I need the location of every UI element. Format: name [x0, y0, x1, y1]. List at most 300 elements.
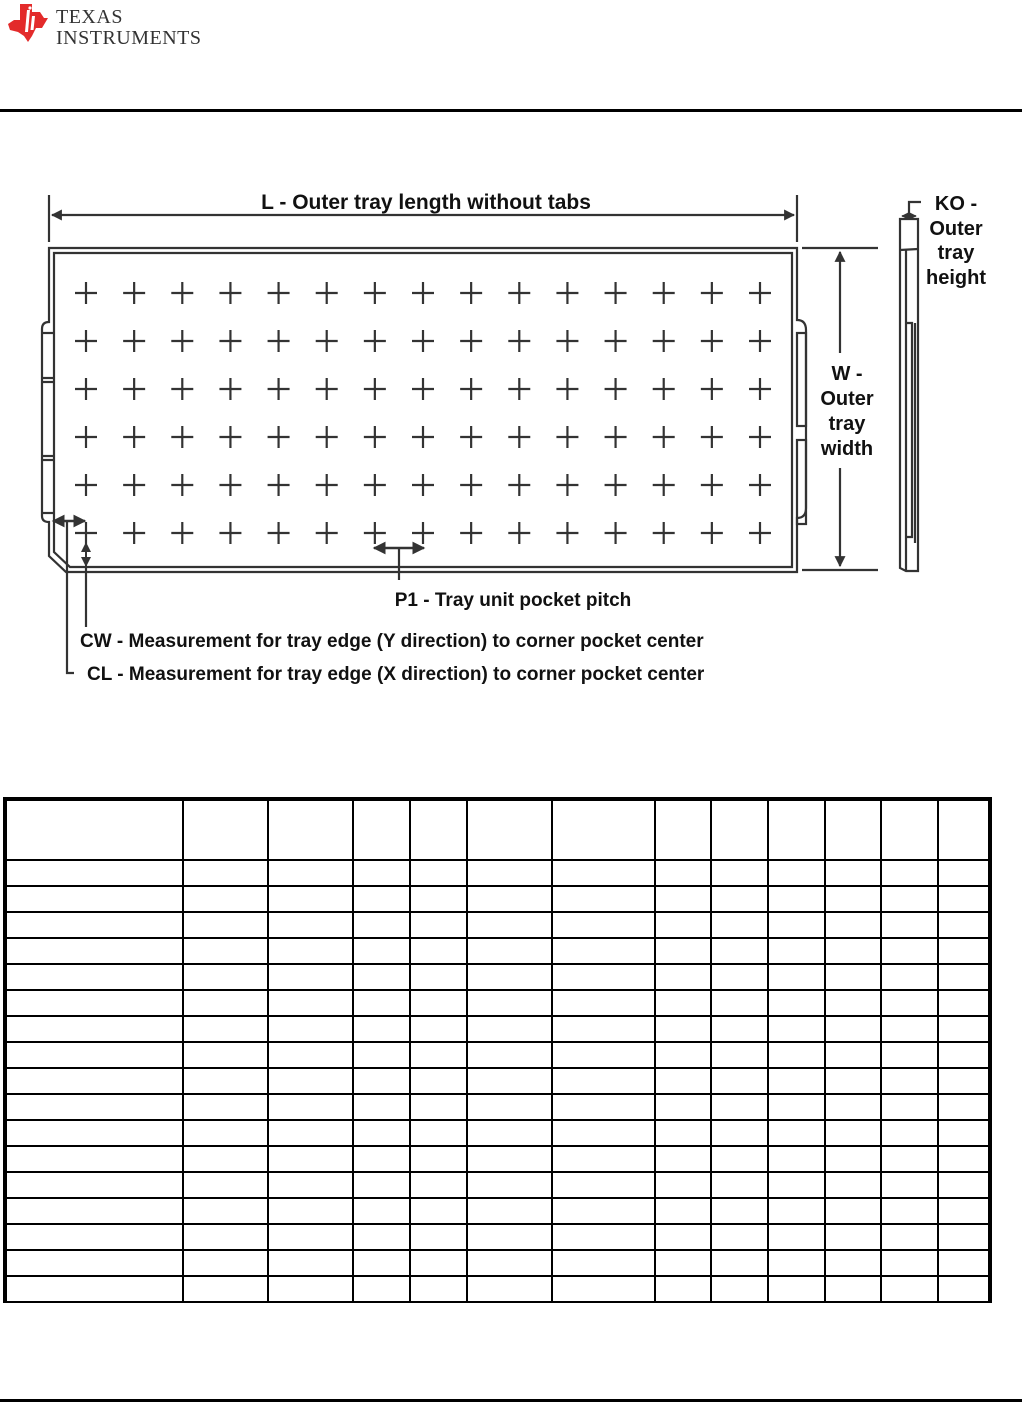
pocket-crosshair [412, 282, 434, 304]
table-cell [268, 1276, 353, 1302]
table-cell [711, 886, 768, 912]
table-cell [711, 964, 768, 990]
table-cell [711, 1068, 768, 1094]
table-cell [825, 1198, 881, 1224]
pocket-crosshair [316, 426, 338, 448]
table-cell [353, 1172, 410, 1198]
table-cell [5, 1042, 183, 1068]
table-cell [410, 990, 467, 1016]
table-row [5, 1250, 990, 1276]
table-cell [881, 1146, 938, 1172]
pocket-crosshair [701, 474, 723, 496]
pocket-crosshair [123, 474, 145, 496]
table-cell [711, 938, 768, 964]
table-cell [711, 912, 768, 938]
table-cell [825, 1146, 881, 1172]
table-cell [825, 1120, 881, 1146]
table-cell [938, 938, 990, 964]
pocket-crosshair [364, 378, 386, 400]
table-row [5, 1068, 990, 1094]
table-cell [938, 860, 990, 886]
table-cell [410, 886, 467, 912]
label-w-2: Outer [820, 388, 874, 410]
table-cell [410, 964, 467, 990]
table-cell [183, 1250, 268, 1276]
tray-dimensions-table [3, 797, 992, 1303]
table-header-cell [268, 799, 353, 860]
table-cell [881, 938, 938, 964]
table-cell [825, 1042, 881, 1068]
table-cell [825, 1250, 881, 1276]
table-cell [5, 860, 183, 886]
table-cell [825, 1276, 881, 1302]
table-row [5, 1172, 990, 1198]
table-cell [768, 886, 825, 912]
table-cell [410, 1068, 467, 1094]
table-cell [268, 912, 353, 938]
table-cell [467, 1198, 552, 1224]
table-cell [768, 964, 825, 990]
pocket-crosshair [605, 378, 627, 400]
table-cell [655, 964, 711, 990]
pocket-crosshair [364, 330, 386, 352]
table-cell [268, 1146, 353, 1172]
table-cell [881, 1016, 938, 1042]
pocket-crosshair [412, 426, 434, 448]
table-cell [768, 1146, 825, 1172]
pocket-crosshair [749, 426, 771, 448]
label-l: L - Outer tray length without tabs [261, 191, 591, 214]
table-cell [768, 990, 825, 1016]
pocket-crosshair [653, 522, 675, 544]
table-cell [410, 1120, 467, 1146]
table-cell [467, 860, 552, 886]
table-header-cell [711, 799, 768, 860]
table-cell [5, 964, 183, 990]
table-cell [881, 1250, 938, 1276]
table-cell [655, 1146, 711, 1172]
pocket-crosshair [268, 426, 290, 448]
table-cell [938, 1172, 990, 1198]
table-cell [881, 1042, 938, 1068]
pocket-crosshair [653, 474, 675, 496]
table-cell [552, 1068, 655, 1094]
table-cell [938, 1094, 990, 1120]
pocket-crosshair [653, 378, 675, 400]
table-cell [938, 1198, 990, 1224]
table-cell [768, 1250, 825, 1276]
table-cell [5, 1068, 183, 1094]
table-cell [711, 1224, 768, 1250]
pocket-crosshair [268, 522, 290, 544]
label-w-4: width [820, 438, 874, 460]
table-cell [881, 912, 938, 938]
header-rule [0, 109, 1022, 112]
pocket-crosshair [268, 474, 290, 496]
table-cell [711, 860, 768, 886]
pocket-crosshair [219, 378, 241, 400]
table-header-cell [552, 799, 655, 860]
brand-name [56, 8, 202, 50]
table-cell [183, 1094, 268, 1120]
table-cell [768, 1094, 825, 1120]
table-cell [467, 1068, 552, 1094]
table-cell [552, 1016, 655, 1042]
table-row [5, 860, 990, 886]
pocket-crosshair [460, 474, 482, 496]
label-ko-4: height [926, 267, 986, 289]
table-cell [467, 1146, 552, 1172]
pocket-crosshair [219, 282, 241, 304]
table-cell [768, 860, 825, 886]
table-cell [881, 990, 938, 1016]
table-cell [410, 1094, 467, 1120]
table-row [5, 938, 990, 964]
table-cell [183, 1276, 268, 1302]
table-cell [552, 1146, 655, 1172]
table-cell [268, 1250, 353, 1276]
pocket-crosshair [556, 522, 578, 544]
table-cell [5, 1198, 183, 1224]
table-cell [825, 886, 881, 912]
table-cell [183, 1120, 268, 1146]
pocket-crosshair [460, 282, 482, 304]
table-row [5, 1198, 990, 1224]
pocket-crosshair [75, 522, 97, 544]
table-cell [467, 1250, 552, 1276]
table-cell [353, 1276, 410, 1302]
table-header-cell [825, 799, 881, 860]
pocket-crosshair [412, 330, 434, 352]
table-cell [410, 938, 467, 964]
pocket-crosshair [460, 378, 482, 400]
table-cell [825, 990, 881, 1016]
table-cell [467, 1224, 552, 1250]
table-cell [552, 964, 655, 990]
table-row [5, 1094, 990, 1120]
table-cell [5, 912, 183, 938]
table-row [5, 912, 990, 938]
table-cell [183, 886, 268, 912]
table-cell [353, 1198, 410, 1224]
pocket-crosshair [171, 474, 193, 496]
pocket-crosshair [412, 378, 434, 400]
pocket-crosshair [123, 282, 145, 304]
table-cell [552, 1120, 655, 1146]
table-cell [5, 1250, 183, 1276]
table-header-row [5, 799, 990, 860]
table-cell [938, 1146, 990, 1172]
table-cell [938, 1016, 990, 1042]
pocket-crosshair [316, 282, 338, 304]
table-cell [410, 1198, 467, 1224]
table-cell [5, 1146, 183, 1172]
table-cell [268, 1198, 353, 1224]
table-cell [552, 886, 655, 912]
right-tab [797, 333, 806, 426]
table-header-cell [5, 799, 183, 860]
table-cell [938, 1042, 990, 1068]
table-cell [183, 1016, 268, 1042]
table-row [5, 1224, 990, 1250]
pocket-crosshair [508, 330, 530, 352]
side-view-lip [900, 249, 918, 250]
pocket-crosshair [171, 378, 193, 400]
pocket-crosshair [749, 330, 771, 352]
table-header-cell [938, 799, 990, 860]
pocket-crosshair [508, 378, 530, 400]
table-cell [183, 964, 268, 990]
pocket-crosshair [268, 378, 290, 400]
table-cell [183, 1146, 268, 1172]
table-cell [711, 990, 768, 1016]
table-header-cell [768, 799, 825, 860]
table-cell [881, 964, 938, 990]
table-cell [268, 990, 353, 1016]
pocket-crosshair [749, 282, 771, 304]
pocket-crosshair [460, 522, 482, 544]
table-cell [768, 938, 825, 964]
table-cell [353, 886, 410, 912]
table-cell [410, 860, 467, 886]
table-cell [268, 1016, 353, 1042]
table-cell [825, 1094, 881, 1120]
table-cell [711, 1042, 768, 1068]
table-cell [938, 990, 990, 1016]
pocket-crosshair [75, 426, 97, 448]
pocket-crosshair [171, 522, 193, 544]
table-cell [825, 964, 881, 990]
table-cell [353, 1094, 410, 1120]
pocket-crosshair [508, 282, 530, 304]
pocket-crosshair [268, 330, 290, 352]
table-cell [552, 990, 655, 1016]
brand-line1: TEXAS [56, 6, 123, 28]
table-row [5, 964, 990, 990]
table-cell [655, 886, 711, 912]
table-cell [552, 1250, 655, 1276]
pocket-crosshair [75, 474, 97, 496]
table-cell [711, 1120, 768, 1146]
table-cell [881, 860, 938, 886]
table-cell [467, 1172, 552, 1198]
table-cell [881, 1224, 938, 1250]
table-row [5, 1146, 990, 1172]
table-cell [938, 1068, 990, 1094]
table-cell [938, 964, 990, 990]
table-cell [410, 1016, 467, 1042]
pocket-crosshair [701, 426, 723, 448]
table-cell [353, 1068, 410, 1094]
table-cell [353, 860, 410, 886]
table-cell [5, 1276, 183, 1302]
ti-logo [6, 2, 206, 48]
table-header-cell [655, 799, 711, 860]
pocket-crosshair [508, 522, 530, 544]
table-cell [655, 1094, 711, 1120]
table-cell [711, 1146, 768, 1172]
table-cell [711, 1250, 768, 1276]
pocket-crosshair [556, 282, 578, 304]
label-w-3: tray [828, 413, 866, 435]
pocket-crosshair [749, 474, 771, 496]
pocket-crosshair [171, 426, 193, 448]
table-cell [768, 1016, 825, 1042]
pocket-crosshair [412, 522, 434, 544]
table-cell [5, 1120, 183, 1146]
pocket-crosshair [556, 378, 578, 400]
table-cell [410, 1276, 467, 1302]
pocket-crosshair [219, 474, 241, 496]
table-cell [467, 1016, 552, 1042]
pocket-crosshair [605, 522, 627, 544]
table-cell [353, 912, 410, 938]
table-cell [655, 1224, 711, 1250]
pocket-crosshair [268, 282, 290, 304]
table-cell [353, 964, 410, 990]
pocket-crosshair [219, 522, 241, 544]
pocket-crosshair [316, 378, 338, 400]
pocket-crosshair [460, 330, 482, 352]
table-cell [183, 1198, 268, 1224]
table-cell [552, 1094, 655, 1120]
table-row [5, 1276, 990, 1302]
table-cell [711, 1172, 768, 1198]
table-cell [5, 1172, 183, 1198]
table-cell [268, 938, 353, 964]
label-ko-3: tray [937, 242, 975, 264]
table-cell [768, 1224, 825, 1250]
table-cell [353, 1224, 410, 1250]
brand-line2: INSTRUMENTS [56, 27, 202, 49]
table-cell [655, 1172, 711, 1198]
table-cell [410, 1250, 467, 1276]
table-cell [353, 1120, 410, 1146]
pocket-crosshair [556, 330, 578, 352]
table-cell [711, 1198, 768, 1224]
table-cell [183, 1068, 268, 1094]
table-cell [183, 1172, 268, 1198]
label-p1: P1 - Tray unit pocket pitch [394, 590, 632, 611]
table-cell [552, 860, 655, 886]
table-cell [768, 1198, 825, 1224]
table-row [5, 1042, 990, 1068]
table-cell [268, 1042, 353, 1068]
pocket-crosshair [701, 282, 723, 304]
pocket-crosshair [316, 474, 338, 496]
table-cell [768, 1172, 825, 1198]
table-cell [825, 860, 881, 886]
pocket-crosshair [75, 378, 97, 400]
table-cell [881, 1276, 938, 1302]
table-cell [938, 1276, 990, 1302]
pocket-crosshair [605, 330, 627, 352]
table-cell [655, 1120, 711, 1146]
table-cell [938, 1120, 990, 1146]
label-w-1: W - [831, 363, 863, 385]
pocket-grid [75, 282, 771, 544]
table-cell [5, 886, 183, 912]
table-cell [5, 990, 183, 1016]
table-cell [938, 886, 990, 912]
tray-diagram [0, 170, 1025, 690]
pocket-crosshair [605, 282, 627, 304]
pocket-crosshair [653, 330, 675, 352]
table-cell [268, 1120, 353, 1146]
table-cell [467, 912, 552, 938]
table-cell [655, 990, 711, 1016]
label-cl: CL - Measurement for tray edge (X direction) to corner pocket center [87, 664, 705, 685]
table-cell [183, 860, 268, 886]
pocket-crosshair [605, 474, 627, 496]
pocket-crosshair [123, 522, 145, 544]
pocket-crosshair [123, 378, 145, 400]
table-cell [410, 912, 467, 938]
table-cell [655, 1276, 711, 1302]
table-cell [655, 938, 711, 964]
table-cell [768, 1120, 825, 1146]
table-row [5, 886, 990, 912]
label-ko-1: KO - [934, 193, 978, 215]
table-cell [353, 1250, 410, 1276]
table-cell [183, 1224, 268, 1250]
table-cell [467, 1094, 552, 1120]
table-cell [467, 964, 552, 990]
table-cell [268, 1172, 353, 1198]
table-cell [768, 1276, 825, 1302]
table-cell [711, 1276, 768, 1302]
table-cell [353, 938, 410, 964]
table-cell [655, 1250, 711, 1276]
table-cell [268, 964, 353, 990]
pocket-crosshair [364, 426, 386, 448]
table-cell [353, 990, 410, 1016]
table-cell [768, 1068, 825, 1094]
table-cell [410, 1224, 467, 1250]
table-cell [655, 1042, 711, 1068]
table-cell [825, 912, 881, 938]
pocket-crosshair [701, 522, 723, 544]
pocket-crosshair [75, 282, 97, 304]
table-cell [353, 1146, 410, 1172]
table-cell [825, 1224, 881, 1250]
pocket-crosshair [701, 330, 723, 352]
table-cell [768, 1042, 825, 1068]
pocket-crosshair [749, 378, 771, 400]
table-cell [881, 1172, 938, 1198]
pocket-crosshair [316, 330, 338, 352]
pocket-crosshair [460, 426, 482, 448]
table-cell [268, 1068, 353, 1094]
table-cell [552, 1042, 655, 1068]
table-cell [183, 1042, 268, 1068]
pocket-crosshair [749, 522, 771, 544]
table-header-cell [353, 799, 410, 860]
table-cell [655, 912, 711, 938]
table-cell [655, 1198, 711, 1224]
ko-leader [909, 202, 921, 216]
pocket-crosshair [556, 426, 578, 448]
table-cell [552, 1224, 655, 1250]
label-cw: CW - Measurement for tray edge (Y direction) to corner pocket center [80, 631, 704, 652]
table-cell [825, 938, 881, 964]
table-header-cell [881, 799, 938, 860]
table-cell [268, 886, 353, 912]
table-header-cell [410, 799, 467, 860]
pocket-crosshair [508, 426, 530, 448]
label-ko-2: Outer [929, 218, 983, 240]
table-cell [467, 1042, 552, 1068]
